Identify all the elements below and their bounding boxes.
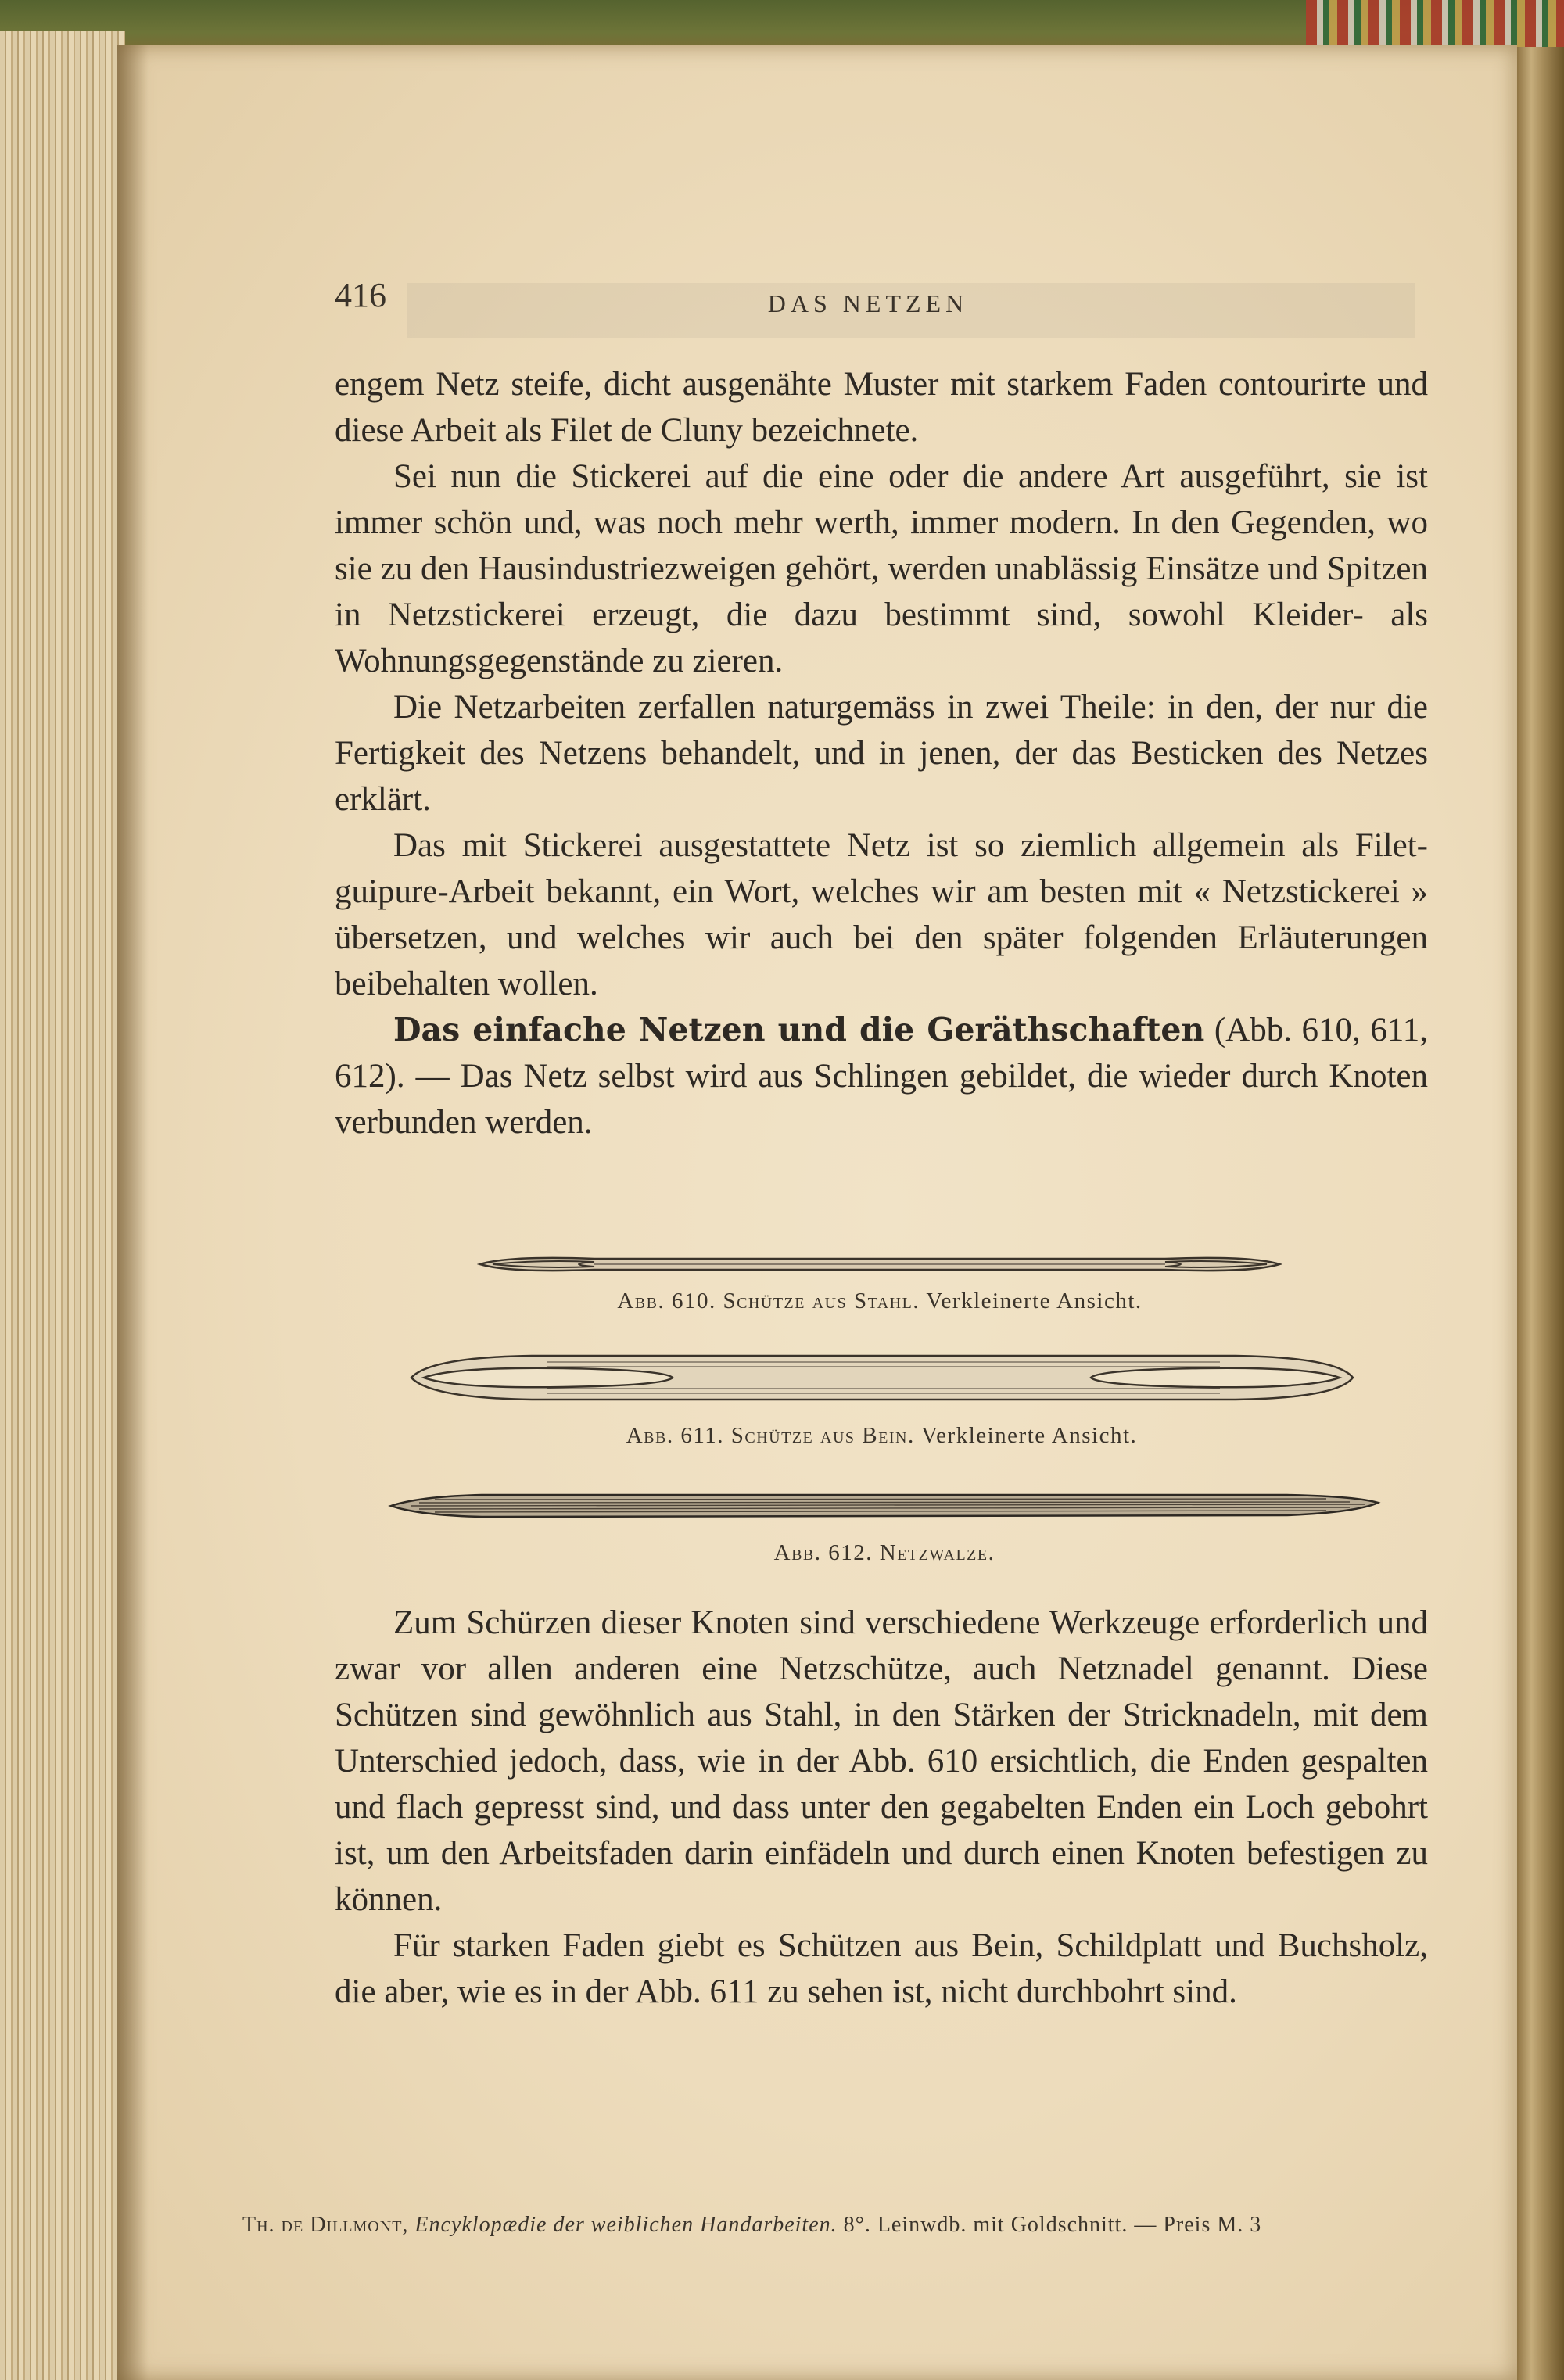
spine-shadow [117,45,149,2380]
footer-details: 8°. Leinwdb. mit Goldschnitt. — Preis M. 3 [843,2213,1262,2237]
book-cover-edge [1517,47,1564,2380]
caption-label: Abb. 612. [773,1540,873,1565]
section-text: (Abb. 610, 611, 612). — Das Netz selbst wird aus Schlingen gebildet, die wieder durch Knoten verbunden werden. [335,1012,1428,1141]
caption-figure-610 [477,1289,1282,1314]
page-number: 416 [335,276,386,314]
figure-610-steel-shuttle [477,1249,1282,1279]
figure-611-bone-shuttle [407,1346,1357,1409]
paragraph: Für starken Faden giebt es Schützen aus Bein, Schildplatt und Buchsholz, die aber, wie es in der Abb. 611 zu sehen ist, nicht durchbohrt sind. [335,1927,1428,2010]
footer-author: Th. de Dillmont, [242,2213,409,2237]
footer-book-title: Encyklopædie der weiblichen Handarbeiten. [414,2213,838,2237]
caption-note: Verkleinerte Ansicht. [926,1289,1143,1314]
text-column-lower [335,1600,1428,2015]
caption-label: Abb. 610. [617,1289,716,1314]
caption-title: Netzwalze. [879,1540,995,1565]
running-head: DAS NETZEN [767,289,969,317]
section-heading: Das einfache Netzen und die Geräthschaften [393,1011,1205,1048]
caption-figure-612 [388,1540,1381,1566]
paragraph-section-start [335,1007,1428,1145]
text-column-upper [335,361,1428,1145]
stacked-page-edges [0,31,125,2380]
caption-label: Abb. 611. [626,1423,725,1448]
paragraph: Zum Schürzen dieser Knoten sind verschiedene Werkzeuge erforderlich und zwar vor allen anderen eine Netzschütze, auch Netznadel genannt. Diese Schützen sind gewöhnlich aus Stahl, in den Stärken der Stricknadeln, mit dem Unterschied jedoch, dass, wie in der Abb. 610 ersichtlich, die Enden gespalten und flach gepresst sind, und dass unter den gegabelten Enden ein Loch gebohrt ist, um den Arbeitsfaden darin einfädeln und durch einen Knoten befestigen zu können. [335,1604,1428,1918]
paragraph: Das mit Stickerei ausgestattete Netz ist so ziemlich allgemein als Filet-guipure-Arbeit bekannt, ein Wort, welches wir am besten mit « Netzstickerei » übersetzen, und welches wir auch bei den später folgenden Erläuterungen beibehalten wollen. [335,827,1428,1002]
paragraph: Sei nun die Stickerei auf die eine oder die andere Art ausgeführt, sie ist immer schön und, was noch mehr werth, immer modern. In den Gegenden, wo sie zu den Hausindustriezweigen gehört, werden unablässig Einsätze und Spitzen in Netzstickerei erzeugt, die dazu bestimmt sind, sowohl Kleider- als Wohnungsgegenstände zu zieren. [335,458,1428,679]
paragraph: engem Netz steife, dicht ausgenähte Muster mit starkem Faden contourirte und diese Arbeit als Filet de Cluny bezeichnete. [335,366,1428,449]
paragraph: Die Netzarbeiten zerfallen naturgemäss in zwei Theile: in den, der nur die Fertigkeit des Netzens behandelt, und in jenen, der das Besticken des Netzes erklärt. [335,689,1428,818]
caption-figure-611 [407,1423,1357,1449]
caption-title: Schütze aus Bein. [730,1423,915,1448]
caption-note: Verkleinerte Ansicht. [920,1423,1138,1448]
footer-advertisement [242,2213,1525,2238]
caption-title: Schütze aus Stahl. [723,1289,920,1314]
figure-612-mesh-stick [388,1486,1381,1525]
